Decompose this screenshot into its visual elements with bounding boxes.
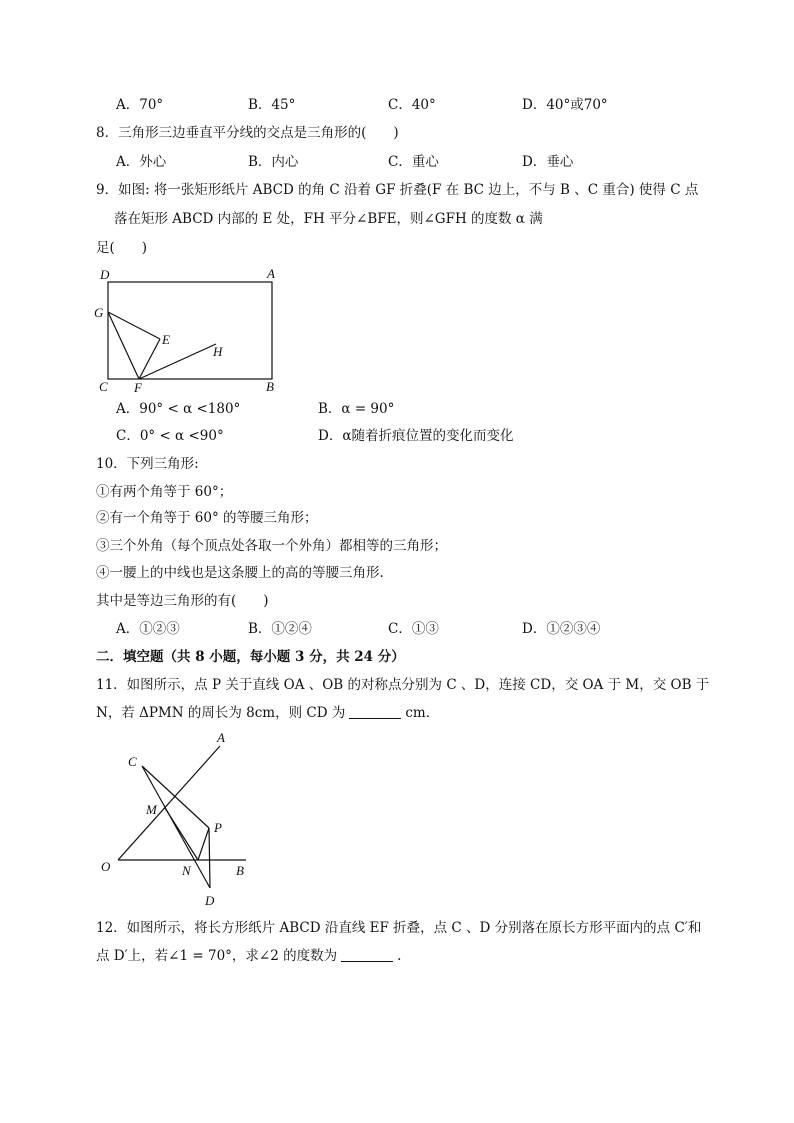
q12-answer-blank bbox=[341, 947, 393, 962]
q10-question: 其中是等边三角形的有( ) bbox=[96, 593, 269, 609]
q11-label-m: M bbox=[146, 802, 157, 817]
q11-label-a: A bbox=[217, 730, 225, 745]
q9-figure bbox=[90, 262, 290, 397]
q9-label-d: D bbox=[100, 267, 110, 282]
q9-label-h: H bbox=[213, 344, 223, 359]
q11-label-o: O bbox=[101, 859, 111, 874]
q11-segment-pd bbox=[209, 828, 210, 888]
q12-stem-end: . bbox=[397, 948, 402, 964]
q7-option-b: B．45° bbox=[248, 97, 296, 113]
q8-option-d: D．垂心 bbox=[522, 154, 574, 170]
q10-item-3: ③三个外角（每个顶点处各取一个外角）都相等的三角形； bbox=[96, 538, 447, 554]
q7-option-c: C．40° bbox=[388, 97, 436, 113]
q9-option-a: A．90° < α <180° bbox=[116, 401, 241, 417]
q11-stem-unit: cm． bbox=[405, 705, 440, 721]
q10-item-2: ②有一个角等于 60° 的等腰三角形； bbox=[96, 510, 318, 526]
q10-option-b: B．①②④ bbox=[248, 621, 312, 637]
q12-stem-line1: 12．如图所示，将长方形纸片 ABCD 沿直线 EF 折叠，点 C 、D 分别落在原长方形平面内的点 C′和 bbox=[96, 920, 702, 936]
q10-option-c: C．①③ bbox=[388, 621, 439, 637]
q9-option-b: B．α = 90° bbox=[318, 401, 395, 417]
q11-stem-line2 bbox=[96, 703, 439, 723]
q9-label-g: G bbox=[94, 305, 104, 320]
q9-segment-gf bbox=[108, 312, 139, 379]
q9-segment-fe bbox=[139, 339, 160, 379]
q9-label-e: E bbox=[162, 332, 170, 347]
section-2-heading: 二．填空题（共 8 小题，每小题 3 分，共 24 分） bbox=[96, 649, 405, 665]
q7-option-a: A．70° bbox=[116, 97, 164, 113]
q11-figure bbox=[96, 728, 256, 913]
q8-option-a: A．外心 bbox=[116, 154, 167, 170]
q11-label-n: N bbox=[182, 863, 191, 878]
q11-stem-line1: 11．如图所示，点 P 关于直线 OA 、OB 的对称点分别为 C 、D，连接 CD，交 OA 于 M，交 OB 于 bbox=[96, 677, 710, 693]
q9-option-d: D．α随着折痕位置的变化而变化 bbox=[318, 428, 514, 444]
q10-item-4: ④一腰上的中线也是这条腰上的高的等腰三角形. bbox=[96, 565, 384, 581]
q11-label-c: C bbox=[128, 754, 137, 769]
q11-label-b: B bbox=[236, 863, 244, 878]
q12-stem-line2-text: 点 D′上，若∠1 = 70°，求∠2 的度数为 bbox=[96, 948, 338, 964]
q11-stem-line2-text: N，若 ΔPMN 的周长为 8cm，则 CD 为 bbox=[96, 705, 346, 721]
q11-segment-np bbox=[198, 828, 209, 860]
q10-option-a: A．①②③ bbox=[116, 621, 180, 637]
q9-option-c: C．0° < α <90° bbox=[116, 428, 224, 444]
q11-label-p: P bbox=[214, 820, 222, 835]
q8-option-c: C．重心 bbox=[388, 154, 439, 170]
q11-segment-cp bbox=[142, 766, 209, 828]
q9-stem-line1: 9．如图: 将一张矩形纸片 ABCD 的角 C 沿着 GF 折叠(F 在 BC 边上，不与 B 、C 重合) 使得 C 点 bbox=[96, 182, 699, 198]
q9-segment-ge bbox=[108, 312, 160, 339]
q9-label-c: C bbox=[99, 379, 108, 394]
q11-segment-mn bbox=[165, 808, 198, 860]
q9-label-a: A bbox=[267, 266, 275, 281]
q9-label-f: F bbox=[134, 380, 142, 395]
q8-option-b: B．内心 bbox=[248, 154, 299, 170]
q9-segment-fh bbox=[139, 344, 216, 379]
q11-segment-cd bbox=[142, 766, 210, 888]
q12-stem-line2 bbox=[96, 946, 401, 966]
q9-stem-line2: 落在矩形 ABCD 内部的 E 处，FH 平分∠BFE，则∠GFH 的度数 α 满 bbox=[114, 211, 543, 227]
q11-answer-blank bbox=[349, 704, 401, 719]
q10-item-1: ①有两个角等于 60°； bbox=[96, 484, 233, 500]
q11-label-d: D bbox=[205, 893, 215, 908]
q10-stem: 10．下列三角形: bbox=[96, 456, 199, 472]
q8-stem: 8．三角形三边垂直平分线的交点是三角形的( ) bbox=[96, 125, 399, 141]
q9-stem-line3: 足( ) bbox=[96, 240, 148, 256]
q7-option-d: D．40°或70° bbox=[522, 97, 608, 113]
q9-label-b: B bbox=[266, 379, 274, 394]
q10-option-d: D．①②③④ bbox=[522, 621, 601, 637]
